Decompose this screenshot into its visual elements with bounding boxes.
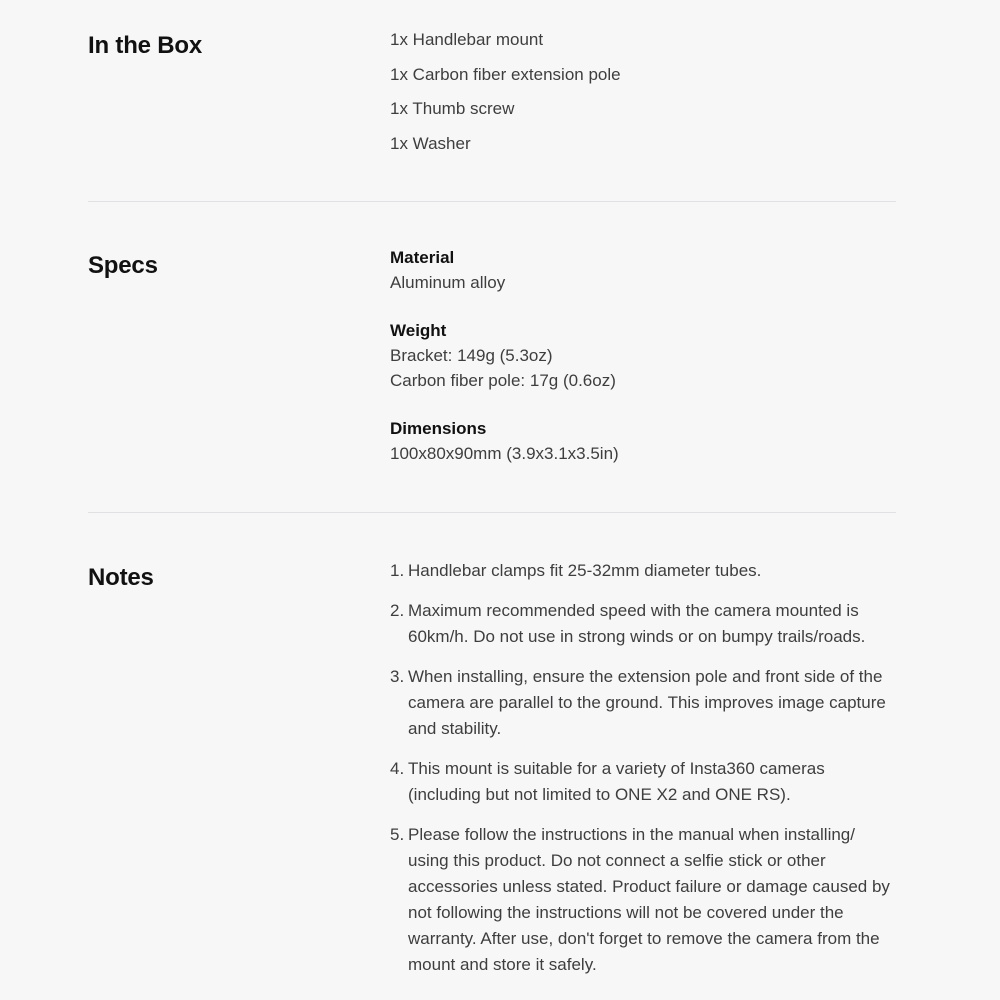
spec-group-material	[390, 246, 896, 295]
box-item: 1x Handlebar mount	[390, 30, 544, 49]
note-number: 5.	[390, 825, 405, 844]
specs-title: Specs	[88, 252, 158, 279]
specs-section	[88, 203, 896, 511]
note-item	[390, 822, 896, 978]
in-the-box-title: In the Box	[88, 32, 203, 59]
notes-section	[88, 514, 896, 1000]
spec-value: Bracket: 149g (5.3oz)	[390, 346, 553, 365]
note-text: This mount is suitable for a variety of Insta360 cameras (including but not limited to ONE X2 and ONE RS).	[408, 759, 825, 804]
spec-group-weight	[390, 319, 896, 393]
in-the-box-list	[390, 28, 896, 167]
notes-title: Notes	[88, 564, 154, 591]
box-item: 1x Thumb screw	[390, 99, 515, 119]
spec-label: Weight	[390, 321, 447, 340]
note-number: 1.	[390, 561, 405, 580]
specs-list	[390, 246, 896, 490]
spec-label: Dimensions	[390, 419, 487, 438]
note-item	[390, 756, 896, 808]
note-item	[390, 664, 896, 742]
note-item	[390, 598, 896, 650]
spec-value: Aluminum alloy	[390, 273, 506, 292]
note-number: 2.	[390, 601, 405, 620]
note-number: 3.	[390, 667, 405, 686]
notes-list	[390, 558, 896, 992]
box-item: 1x Washer	[390, 134, 471, 154]
spec-group-dimensions	[390, 417, 896, 466]
spec-value: 100x80x90mm (3.9x3.1x3.5in)	[390, 444, 619, 463]
note-text: Handlebar clamps fit 25-32mm diameter tubes.	[408, 561, 762, 580]
note-number: 4.	[390, 759, 405, 778]
section-divider	[88, 512, 896, 513]
section-divider	[88, 201, 896, 202]
note-text: When installing, ensure the extension pole and front side of the camera are parallel to the ground. This improves image capture and stability.	[408, 667, 886, 738]
note-text: Please follow the instructions in the manual when installing/ using this product. Do not connect a selfie stick or other accessories unless stated. Product failure or damage caused by not following the instructions will not be covered under the warranty. After use, don't forget to remove the camera from the mount and store it safely.	[408, 825, 890, 974]
in-the-box-section	[88, 0, 896, 200]
spec-value: Carbon fiber pole: 17g (0.6oz)	[390, 371, 616, 390]
box-item: 1x Carbon fiber extension pole	[390, 64, 621, 84]
note-text: Maximum recommended speed with the camera mounted is 60km/h. Do not use in strong winds or on bumpy trails/roads.	[408, 601, 866, 646]
note-item	[390, 558, 896, 584]
spec-label: Material	[390, 248, 455, 267]
